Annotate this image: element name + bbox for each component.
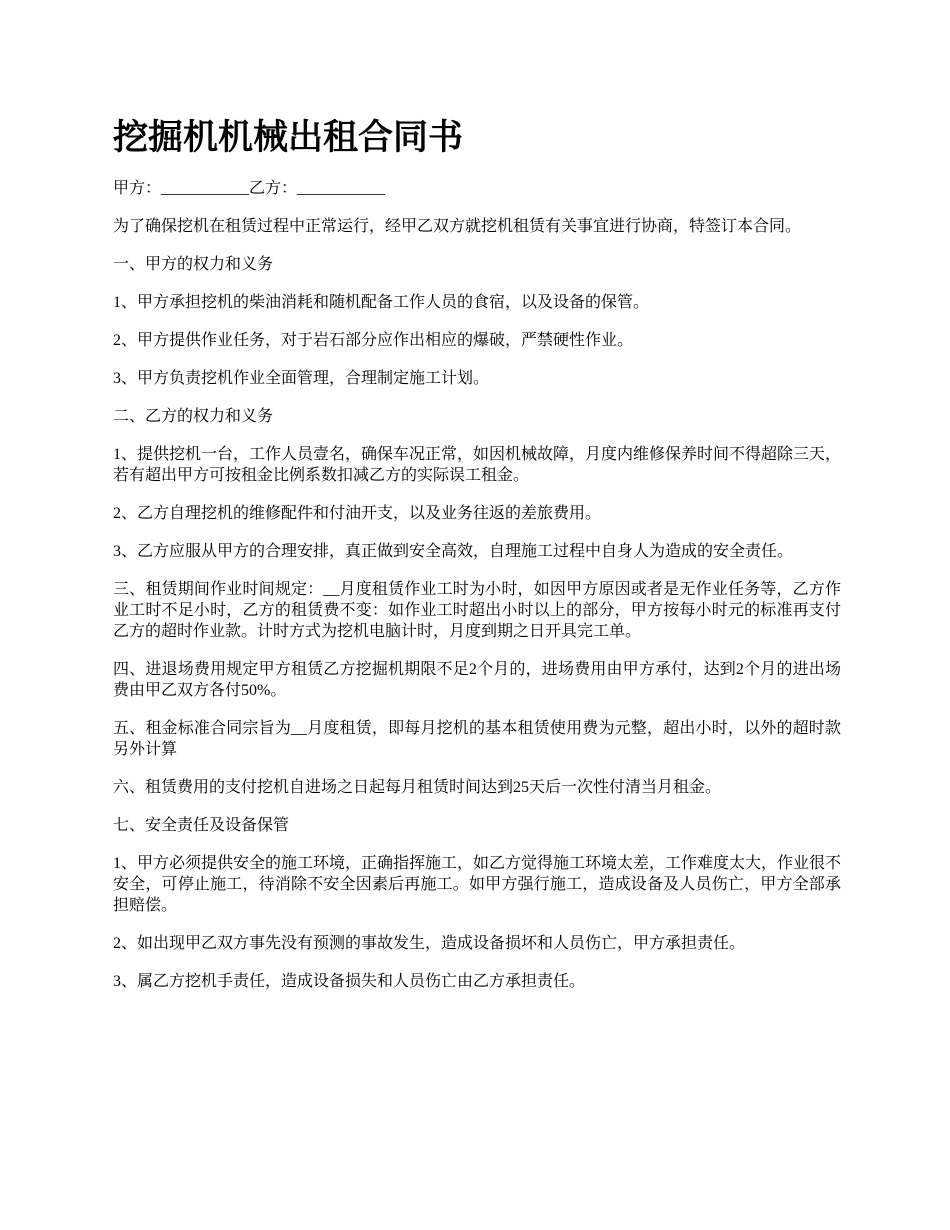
clause-paragraph: 1、甲方必须提供安全的施工环境，正确指挥施工，如乙方觉得施工环境太差，工作难度太大，作业很不安全，可停止施工，待消除不安全因素后再施工。如甲方强行施工，造成设备及人员伤亡，甲方全部承担赔偿。	[113, 855, 842, 914]
clause-paragraph: 1、提供挖机一台，工作人员壹名，确保车况正常，如因机械故障，月度内维修保养时间不得超除三天，若有超出甲方可按租金比例系数扣减乙方的实际误工租金。	[113, 446, 842, 484]
section-heading-safety: 七、安全责任及设备保管	[113, 817, 290, 834]
document-page	[113, 112, 841, 1009]
section-heading-party-b: 二、乙方的权力和义务	[113, 408, 274, 425]
section-payment: 六、租赁费用的支付挖机自进场之日起每月租赁时间达到25天后一次性付清当月租金。	[113, 779, 722, 796]
section-working-hours: 三、租赁期间作业时间规定：__月度租赁作业工时为小时，如因甲方原因或者是无作业任务等，乙方作业工时不足小时，乙方的租赁费不变：如作业工时超出小时以上的部分，甲方按每小时元的标准再支付乙方的超时作业款。计时方式为挖机电脑计时，月度到期之日开具完工单。	[113, 581, 841, 640]
clause-paragraph: 3、乙方应服从甲方的合理安排，真正做到安全高效，自理施工过程中自身人为造成的安全责任。	[113, 543, 794, 560]
clause-paragraph: 2、甲方提供作业任务，对于岩石部分应作出相应的爆破，严禁硬性作业。	[113, 332, 634, 349]
section-entry-exit-fees: 四、进退场费用规定甲方租赁乙方挖掘机期限不足2个月的，进场费用由甲方承付，达到2个月的进出场费由甲乙双方各付50%。	[113, 661, 841, 699]
clause-paragraph: 2、如出现甲乙双方事先没有预测的事故发生，造成设备损坏和人员伤亡，甲方承担责任。	[113, 935, 746, 952]
clause-paragraph: 3、属乙方挖机手责任，造成设备损失和人员伤亡由乙方承担责任。	[113, 973, 586, 990]
parties-line: 甲方：___________乙方：___________	[113, 180, 386, 197]
clause-paragraph: 1、甲方承担挖机的柴油消耗和随机配备工作人员的食宿，以及设备的保管。	[113, 294, 650, 311]
clause-paragraph: 2、乙方自理挖机的维修配件和付油开支，以及业务往返的差旅费用。	[113, 505, 602, 522]
section-rent-standard: 五、租金标准合同宗旨为__月度租赁，即每月挖机的基本租赁使用费为元整，超出小时，以外的超时款另外计算	[113, 720, 841, 758]
intro-paragraph: 为了确保挖机在租赁过程中正常运行，经甲乙双方就挖机租赁有关事宜进行协商，特签订本合同。	[113, 218, 802, 235]
section-heading-party-a: 一、甲方的权力和义务	[113, 256, 274, 273]
document-title: 挖掘机机械出租合同书	[113, 117, 464, 158]
clause-paragraph: 3、甲方负责挖机作业全面管理，合理制定施工计划。	[113, 370, 490, 387]
